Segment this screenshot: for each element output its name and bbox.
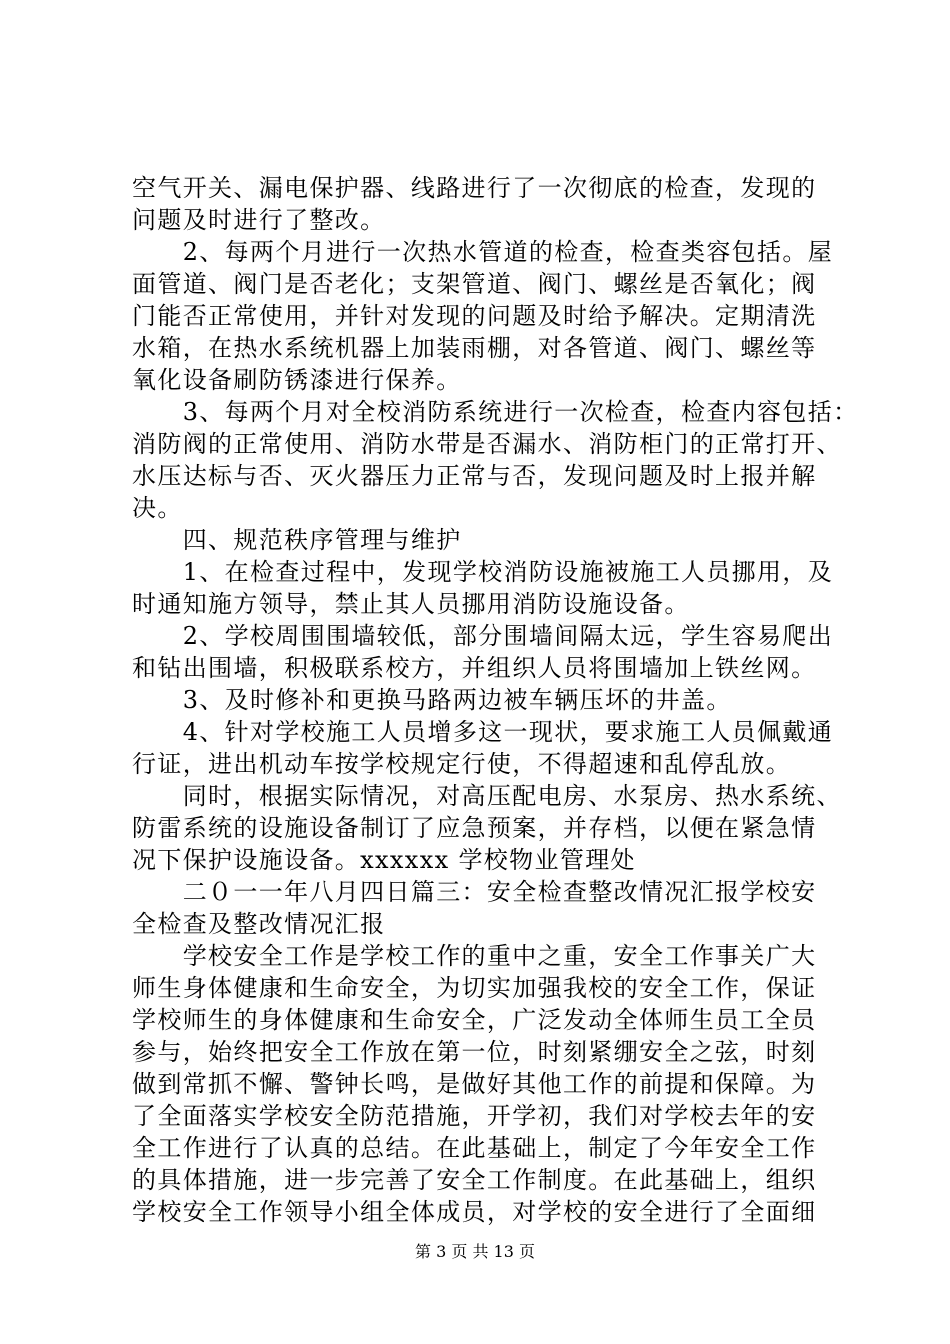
page-footer: 第 3 页 共 13 页: [415, 1242, 535, 1261]
text-line: 四、规范秩序管理与维护: [132, 526, 462, 554]
text-line: 1、在检查过程中，发现学校消防设施被施工人员挪用，及: [132, 558, 834, 586]
text-line: 行证，进出机动车按学校规定行使，不得超速和乱停乱放。: [132, 750, 792, 778]
text-line: 4、针对学校施工人员增多这一现状，要求施工人员佩戴通: [132, 718, 834, 746]
text-line: 的具体措施，进一步完善了安全工作制度。在此基础上，组织: [132, 1166, 817, 1194]
text-line: 面管道、阀门是否老化；支架管道、阀门、螺丝是否氧化；阀: [132, 270, 817, 298]
text-line: 氧化设备刷防锈漆进行保养。: [132, 366, 462, 394]
text-line: 水箱，在热水系统机器上加装雨棚，对各管道、阀门、螺丝等: [132, 334, 817, 362]
text-line: 学校安全工作是学校工作的重中之重，安全工作事关广大: [132, 942, 817, 970]
text-line: 3、每两个月对全校消防系统进行一次检查，检查内容包括：: [132, 398, 859, 426]
text-line: 学校安全工作领导小组全体成员，对学校的安全进行了全面细: [132, 1198, 817, 1226]
text-line: 全检查及整改情况汇报: [132, 910, 386, 938]
text-line: 做到常抓不懈、警钟长鸣，是做好其他工作的前提和保障。为: [132, 1070, 817, 1098]
text-line: 空气开关、漏电保护器、线路进行了一次彻底的检查，发现的: [132, 174, 817, 202]
text-line: 况下保护设施设备。xxxxxx 学校物业管理处: [132, 846, 636, 874]
text-line: 防雷系统的设施设备制订了应急预案，并存档，以便在紧急情: [132, 814, 817, 842]
text-line: 学校师生的身体健康和生命安全，广泛发动全体师生员工全员: [132, 1006, 817, 1034]
text-line: 二０一一年八月四日篇三：安全检查整改情况汇报学校安: [132, 878, 817, 906]
text-line: 师生身体健康和生命安全，为切实加强我校的安全工作，保证: [132, 974, 817, 1002]
text-line: 2、每两个月进行一次热水管道的检查，检查类容包括。屋: [132, 238, 834, 266]
body-text: [132, 172, 859, 1228]
text-line: 3、及时修补和更换马路两边被车辆压坏的井盖。: [132, 686, 732, 714]
text-line: 了全面落实学校安全防范措施，开学初，我们对学校去年的安: [132, 1102, 817, 1130]
text-line: 决。: [132, 494, 183, 522]
text-line: 时通知施方领导，禁止其人员挪用消防设施设备。: [132, 590, 690, 618]
text-line: 门能否正常使用，并针对发现的问题及时给予解决。定期清洗: [132, 302, 817, 330]
text-line: 参与，始终把安全工作放在第一位，时刻紧绷安全之弦，时刻: [132, 1038, 817, 1066]
text-line: 水压达标与否、灭火器压力正常与否，发现问题及时上报并解: [132, 462, 817, 490]
text-line: 消防阀的正常使用、消防水带是否漏水、消防柜门的正常打开、: [132, 430, 842, 458]
text-line: 和钻出围墙，积极联系校方，并组织人员将围墙加上铁丝网。: [132, 654, 817, 682]
text-line: 同时，根据实际情况，对高压配电房、水泵房、热水系统、: [132, 782, 842, 810]
text-line: 全工作进行了认真的总结。在此基础上，制定了今年安全工作: [132, 1134, 817, 1162]
text-line: 2、学校周围围墙较低，部分围墙间隔太远，学生容易爬出: [132, 622, 834, 650]
text-line: 问题及时进行了整改。: [132, 206, 386, 234]
